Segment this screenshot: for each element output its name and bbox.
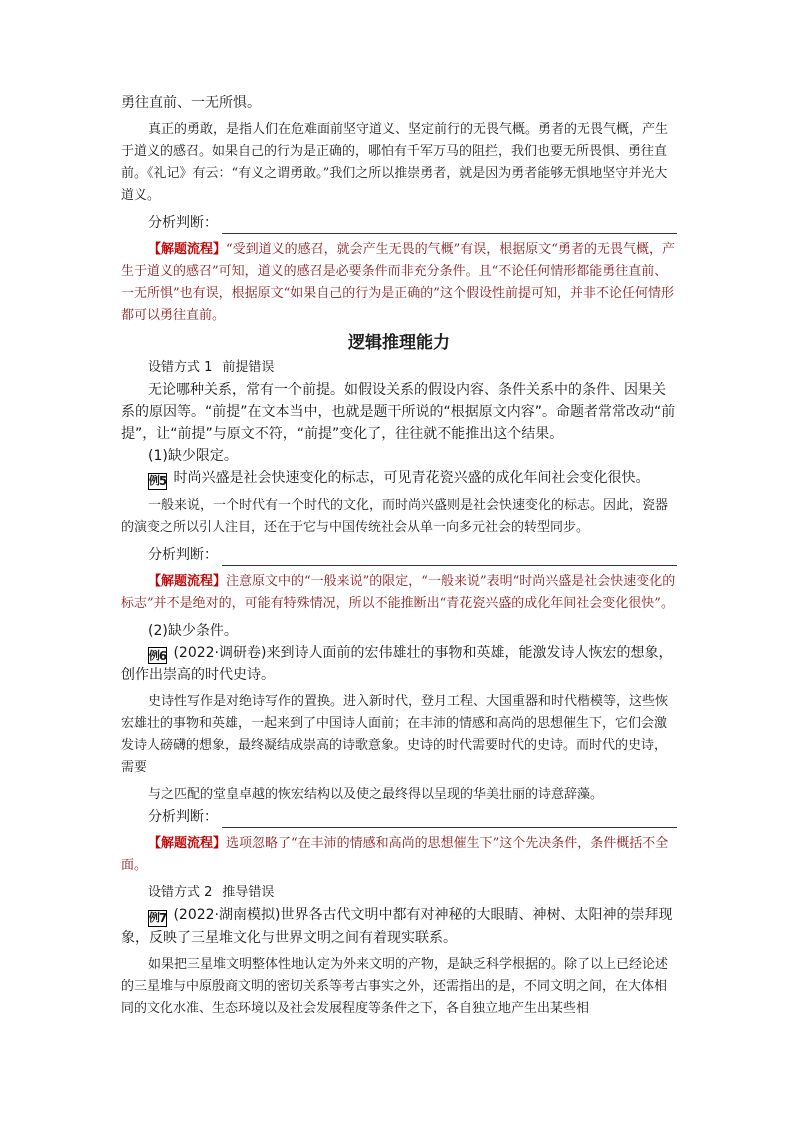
- sub-heading: (1)缺少限定。: [148, 448, 238, 464]
- example-question: [121, 467, 677, 490]
- analysis-label: 分析判断：: [148, 546, 218, 563]
- method-number: 设错方式 1: [148, 360, 213, 375]
- solution-flow-text: 选项忽略了“在丰沛的情感和高尚的思想催生下”这个先决条件，条件概括不全面。: [121, 836, 669, 873]
- solution-flow-label: 【解题流程】: [148, 242, 227, 257]
- source-passage: 史诗性写作是对绝诗写作的置换。进入新时代，登月工程、大国重器和时代楷模等，这些恢宏雄壮的事物和英雄，一起来到了中国诗人面前；在丰沛的情感和高尚的思想催生下，它们会激发诗人磅礴的想象，最终凝结成崇高的诗歌意象。史诗的时代需要时代的史诗。而时代的史诗，需要: [121, 694, 669, 775]
- example-badge-icon: 例 6: [148, 648, 167, 663]
- analysis-line: [121, 212, 677, 234]
- paragraph: 无论哪种关系，常有一个前提。如假设关系的假设内容、条件关系中的条件、因果关系的原因等。“前提”在文本当中，也就是题干所说的“根据原文内容”。命题者常常改动“前提”，让“前提”与原文不符，“前提”变化了，往往就不能推出这个结果。: [121, 382, 676, 442]
- example-badge-icon: 例 7: [148, 911, 167, 925]
- analysis-label: 分析判断：: [148, 809, 218, 825]
- solution-flow: [121, 239, 677, 327]
- page-content: [121, 92, 677, 1020]
- analysis-line: [121, 806, 677, 828]
- source-passage: 真正的勇敢，是指人们在危难面前坚守道义、坚定前行的无畏气概。勇者的无畏气概，产生于道义的感召。如果自己的行为是正确的，哪怕有千军万马的阻拦，我们也要无所畏惧、勇往直前。《礼记》有云：“有义之谓勇敢。”我们之所以推崇勇者，就是因为勇者能够无惧地坚守并光大道义。: [121, 122, 669, 203]
- analysis-label: 分析判断：: [148, 215, 218, 231]
- error-method-heading: [121, 882, 677, 904]
- sub-heading: (2)缺少条件。: [148, 622, 238, 639]
- example-text: (2022·湖南模拟)世界各古代文明中都有对神秘的大眼睛、神树、太阳神的崇拜现象，反映了三星堆文化与世界文明之间有着现实联系。: [121, 907, 673, 946]
- solution-flow-label: 【解题流程】: [148, 836, 227, 851]
- solution-flow-label: 【解题流程】: [148, 573, 227, 589]
- paragraph: 勇往直前、一无所惧。: [121, 95, 261, 111]
- solution-flow-text: “受到道义的感召，就会产生无畏的气概”有误，根据原文“勇者的无畏气概，产生于道义的感召”可知，道义的感召是必要条件而非充分条件。且“不论任何情形都能勇往直前、一无所惧”也有误，根据原文“如果自己的行为是正确的”这个假设性前提可知，并非不论任何情形都可以勇往直前。: [121, 242, 675, 323]
- method-name: 推导错误: [222, 885, 275, 900]
- analysis-line: [121, 544, 677, 566]
- example-text: (2022·调研卷)来到诗人面前的宏伟雄壮的事物和英雄，能激发诗人恢宏的想象，创作出崇高的时代史诗。: [121, 644, 673, 683]
- source-passage: 如果把三星堆文明整体性地认定为外来文明的产物，是缺乏科学根据的。除了以上已经论述的三星堆与中原殷商文明的密切关系等考古事实之外，还需指出的是，不同文明之间，在大体相同的文化水准、生态环境以及社会发展程度等条件之下，各自独立地产生出某些相: [121, 956, 669, 1016]
- example-question: [121, 642, 677, 687]
- answer-blank[interactable]: [222, 811, 677, 828]
- solution-flow-text: 注意原文中的“一般来说”的限定，“一般来说”表明“时尚兴盛是社会快速变化的标志”并不是绝对的，可能有特殊情况，所以不能推断出“青花瓷兴盛的成化年间社会变化很快”。: [121, 573, 676, 611]
- solution-flow: [121, 833, 677, 877]
- source-passage: 一般来说，一个时代有一个时代的文化，而时尚兴盛则是社会快速变化的标志。因此，瓷器的演变之所以引人注目，还在于它与中国传统社会从单一向多元社会的转型同步。: [121, 497, 669, 535]
- error-method-heading: [121, 357, 677, 379]
- section-title: 逻辑推理能力: [348, 333, 450, 353]
- method-name: 前提错误: [222, 360, 275, 375]
- example-badge-icon: 例 5: [148, 474, 167, 488]
- solution-flow: [121, 571, 677, 615]
- source-passage: 与之匹配的堂皇卓越的恢宏结构以及使之最终得以呈现的华美壮丽的诗意辞藻。: [148, 787, 604, 802]
- answer-blank[interactable]: [222, 217, 677, 234]
- method-number: 设错方式 2: [148, 885, 213, 900]
- example-text: 时尚兴盛是社会快速变化的标志，可见青花瓷兴盛的成化年间社会变化很快。: [173, 470, 650, 486]
- answer-blank[interactable]: [222, 549, 677, 566]
- example-question: [121, 904, 677, 949]
